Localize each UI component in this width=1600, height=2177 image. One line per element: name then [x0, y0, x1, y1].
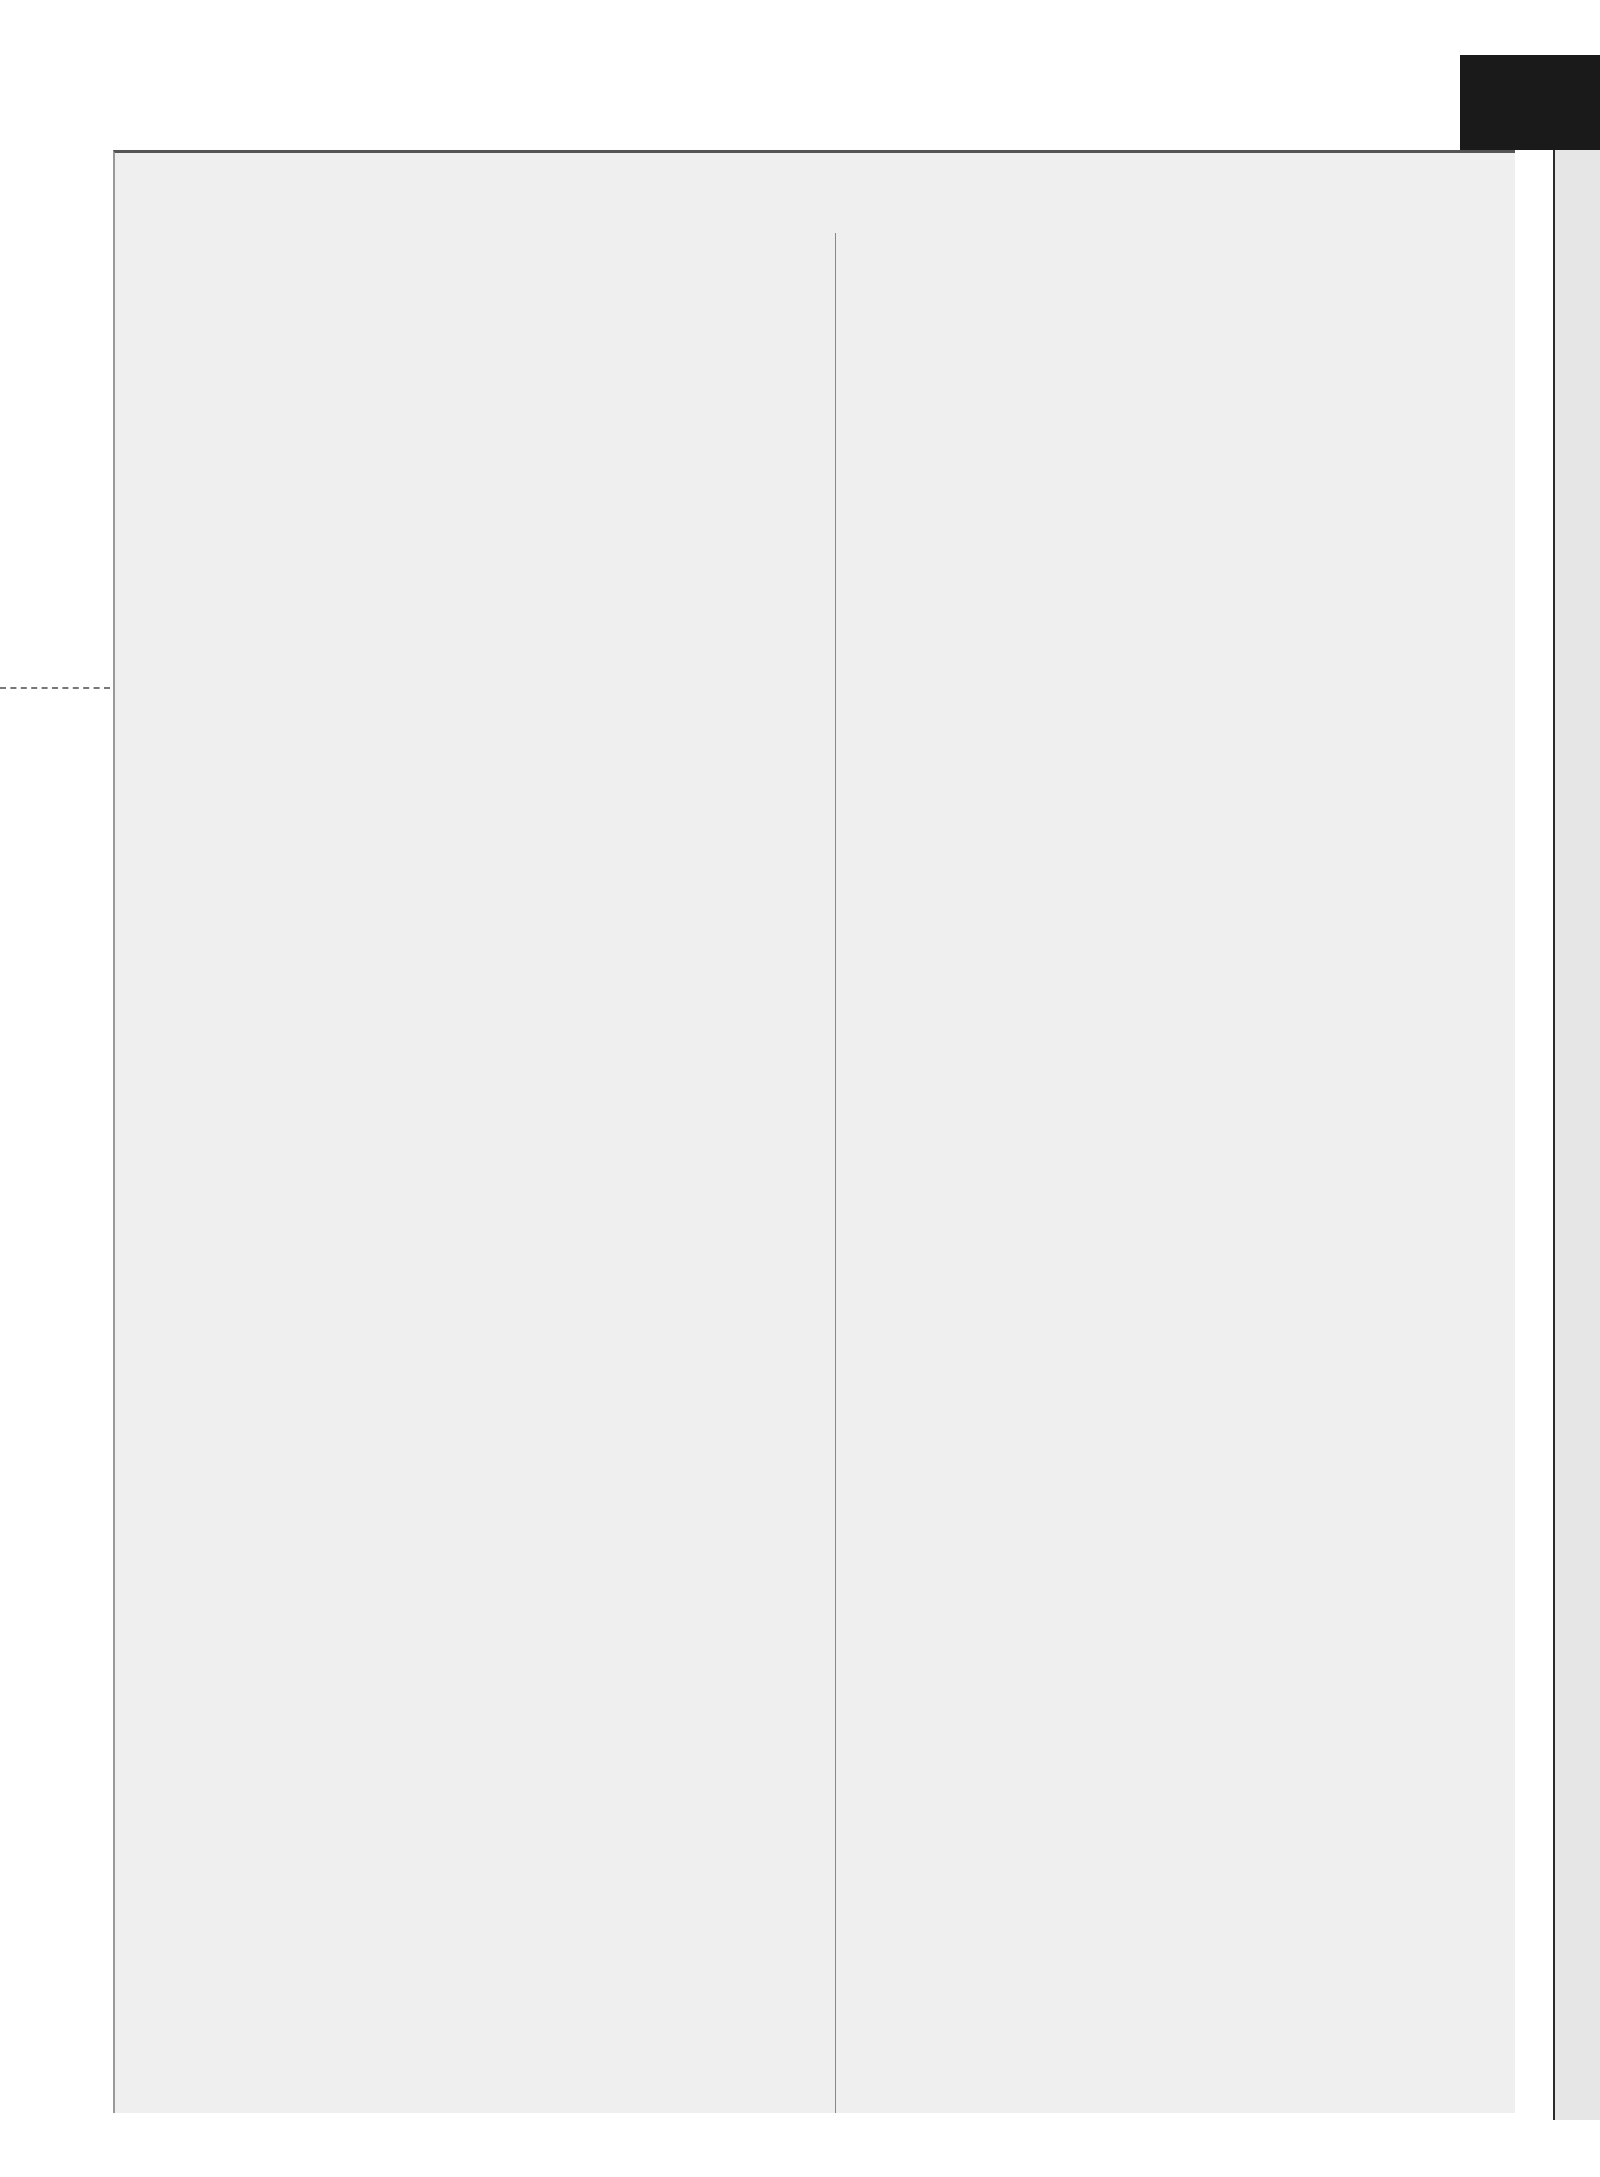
- dashed-divider: [0, 687, 110, 689]
- scan-top-margin: [0, 0, 1600, 60]
- page-header: [243, 203, 1443, 239]
- document-page: [113, 150, 1515, 2113]
- next-page-edge: [1553, 150, 1600, 2120]
- scan-dark-corner: [1460, 55, 1600, 150]
- plastic-covered-document-label: [2, 1415, 82, 2135]
- column-divider: [835, 233, 836, 2113]
- repaired-document-label: [18, 702, 98, 1222]
